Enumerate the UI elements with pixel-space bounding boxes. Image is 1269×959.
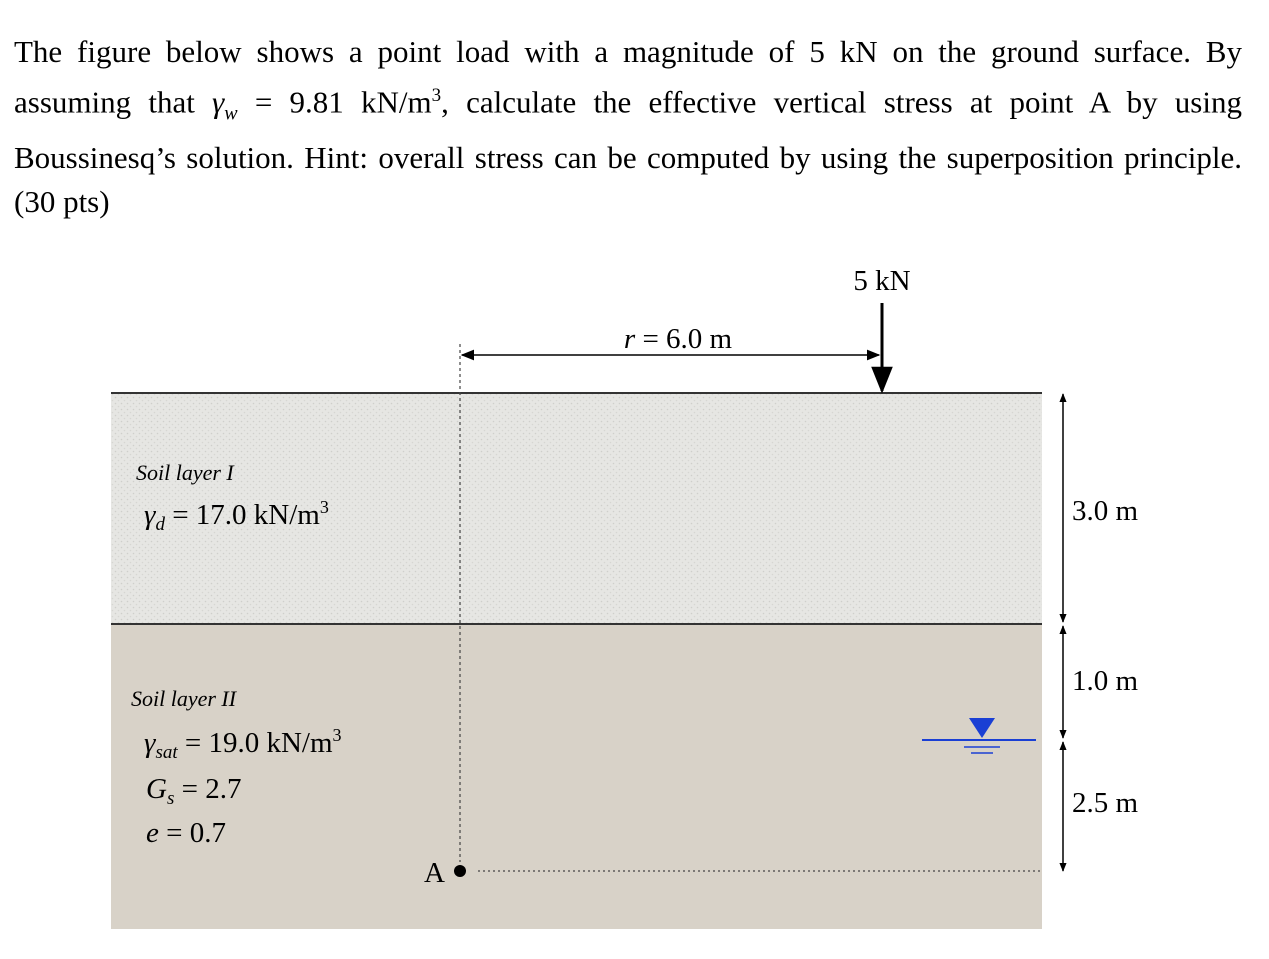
layer-1-gamma-d: $\gamma_d = 17.0$ $kN/m^3$	[144, 497, 329, 535]
gamma-w-symbol: γ	[212, 84, 225, 120]
layer-2-gamma-sat: $\gamma_{sat} = 19.0$ $kN/m^3$	[144, 725, 342, 763]
layer-2-gs: $G_s = 2.7$	[146, 773, 242, 809]
dimension-label-2-5m: 2.5 m	[1072, 787, 1139, 819]
point-load-label: 5 kN	[853, 265, 911, 297]
layer-2-void-ratio: e = 0.7	[146, 817, 226, 849]
gamma-w-subscript: w	[224, 102, 238, 125]
point-a-marker	[454, 865, 466, 877]
r-dimension-label: r = 6.0 m	[623, 323, 733, 355]
layer-2-name: Soil layer II	[131, 686, 237, 711]
dimension-label-1m: 1.0 m	[1072, 665, 1139, 697]
problem-text-2: = 9.81 kN/m	[237, 84, 432, 120]
problem-text-3: , calculate the effective vertical stress at point A by using Boussinesq’s solution. Hint: overall stress can be computed by using the superposition principle. (30 pts)	[14, 84, 1242, 219]
problem-text-1: The figure below shows a point load with a magnitude of 5 kN on the ground surface. By assuming that	[14, 34, 1242, 120]
point-a-label: A	[424, 857, 445, 889]
soil-layer-2	[111, 624, 1042, 929]
problem-text-2-superscript: 3	[431, 85, 442, 106]
dimension-label-3m: 3.0 m	[1072, 495, 1139, 527]
layer-1-name: Soil layer I	[136, 460, 234, 485]
